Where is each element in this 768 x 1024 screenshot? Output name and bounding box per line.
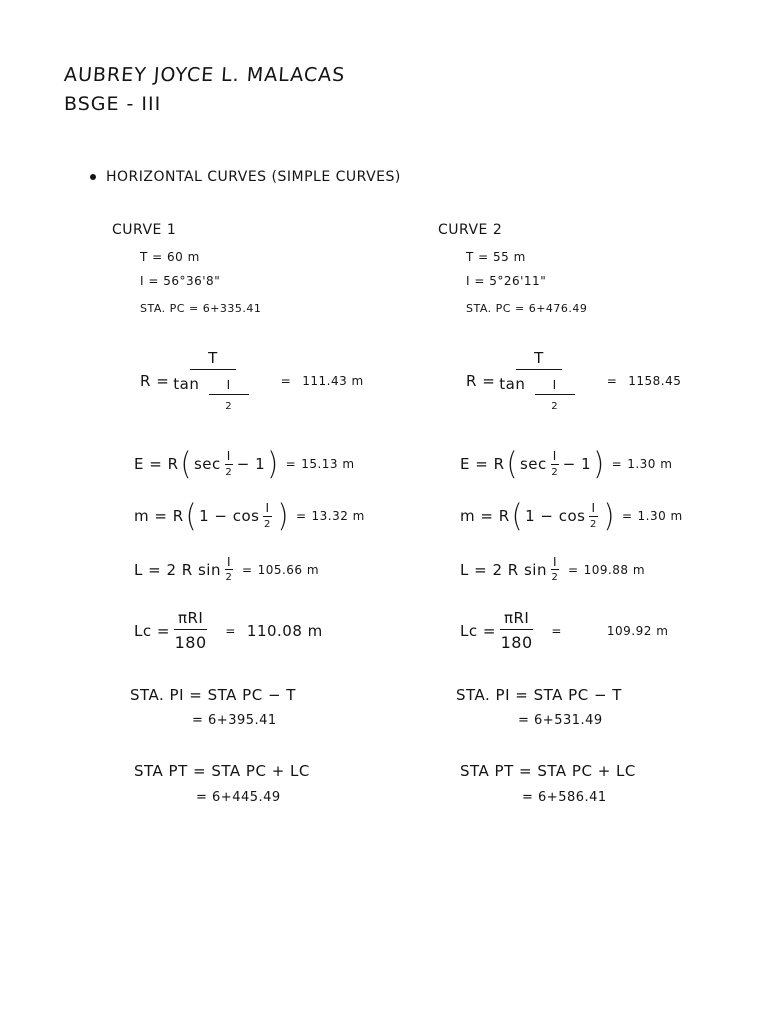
curve-2-sta-pi-result: = 6+531.49 (518, 713, 603, 728)
curve-1-sta-pi-formula: STA. PI = STA PC − T (130, 686, 296, 704)
curve-2-external-formula: E = R ( sec $\frac{I}{2}$ − 1 ) = 1.30 m (460, 445, 673, 482)
curve-1-external-formula: E = R ( sec $\frac{I}{2}$ − 1 ) = 15.13 m (134, 445, 355, 482)
curve-2-title: CURVE 2 (438, 222, 503, 238)
curve-1-sta-pc: STA. PC = 6+335.41 (140, 302, 262, 315)
curve-1-curve-length-formula: Lc = $\frac{\text{πRI}}{180}$ = 110.08 m (134, 609, 323, 652)
topic-heading (90, 169, 401, 185)
curve-1-long-chord-result: 105.66 m (257, 562, 320, 577)
course-section: BSGE - III (64, 93, 162, 115)
curve-1-tangent: T = 60 m (140, 250, 200, 264)
curve-2-long-chord-result: 109.88 m (583, 562, 646, 577)
curve-1-sta-pi-result: = 6+395.41 (192, 713, 277, 728)
curve-1-sta-pt-formula: STA PT = STA PC + LC (134, 762, 310, 780)
radius-lhs: R = (140, 371, 170, 390)
curve-2-intersection-angle: I = 5°26'11" (466, 274, 547, 288)
curve-2-sta-pi-formula: STA. PI = STA PC − T (456, 686, 622, 704)
curve-1-intersection-angle: I = 56°36'8" (140, 274, 221, 288)
curve-2-long-chord-formula: L = 2 R sin $\frac{I}{2}$ = 109.88 m (460, 555, 646, 584)
curve-1-radius-formula: R = T tan $\frac{I}{2}$ = 111.43 m (140, 349, 364, 412)
radius-fraction (173, 350, 252, 412)
radius-numerator: T (190, 350, 236, 370)
curve-2-middle-ordinate-result: 1.30 m (637, 509, 683, 523)
curve-2-radius-result: 1158.45 (628, 373, 682, 388)
curve-1-long-chord-formula: L = 2 R sin $\frac{I}{2}$ = 105.66 m (134, 555, 320, 584)
curve-2-radius-formula: R = T tan $\frac{I}{2}$ = 1158.45 (466, 349, 682, 412)
curve-2-sta-pt-formula: STA PT = STA PC + LC (460, 762, 636, 780)
curve-2-curve-length-result: 109.92 m (606, 623, 669, 638)
curve-1-sta-pt-result: = 6+445.49 (196, 790, 281, 805)
curve-2-curve-length-formula: Lc = $\frac{\text{πRI}}{180}$ = 109.92 m (460, 609, 669, 652)
curve-2-middle-ordinate-formula: m = R ( 1 − cos $\frac{I}{2}$ ) = 1.30 m (460, 497, 683, 534)
student-name: AUBREY JOYCE L. MALACAS (63, 64, 347, 86)
curve-1-middle-ordinate-formula: m = R ( 1 − cos $\frac{I}{2}$ ) = 13.32 m (134, 497, 365, 534)
curve-1-curve-length-result: 110.08 m (246, 621, 323, 640)
curve-1-title: CURVE 1 (112, 222, 177, 238)
topic-text: HORIZONTAL CURVES (SIMPLE CURVES) (106, 169, 401, 185)
curve-2-external-result: 1.30 m (627, 457, 673, 471)
radius-denominator: tan $\frac{I}{2}$ (173, 370, 252, 412)
bullet-icon (90, 174, 96, 180)
curve-1-middle-ordinate-result: 13.32 m (311, 509, 365, 523)
curve-2-sta-pt-result: = 6+586.41 (522, 790, 607, 805)
curve-2-sta-pc: STA. PC = 6+476.49 (466, 302, 588, 315)
curve-1-external-result: 15.13 m (301, 457, 355, 471)
curve-2-tangent: T = 55 m (466, 250, 526, 264)
curve-1-radius-result: 111.43 m (302, 373, 364, 388)
